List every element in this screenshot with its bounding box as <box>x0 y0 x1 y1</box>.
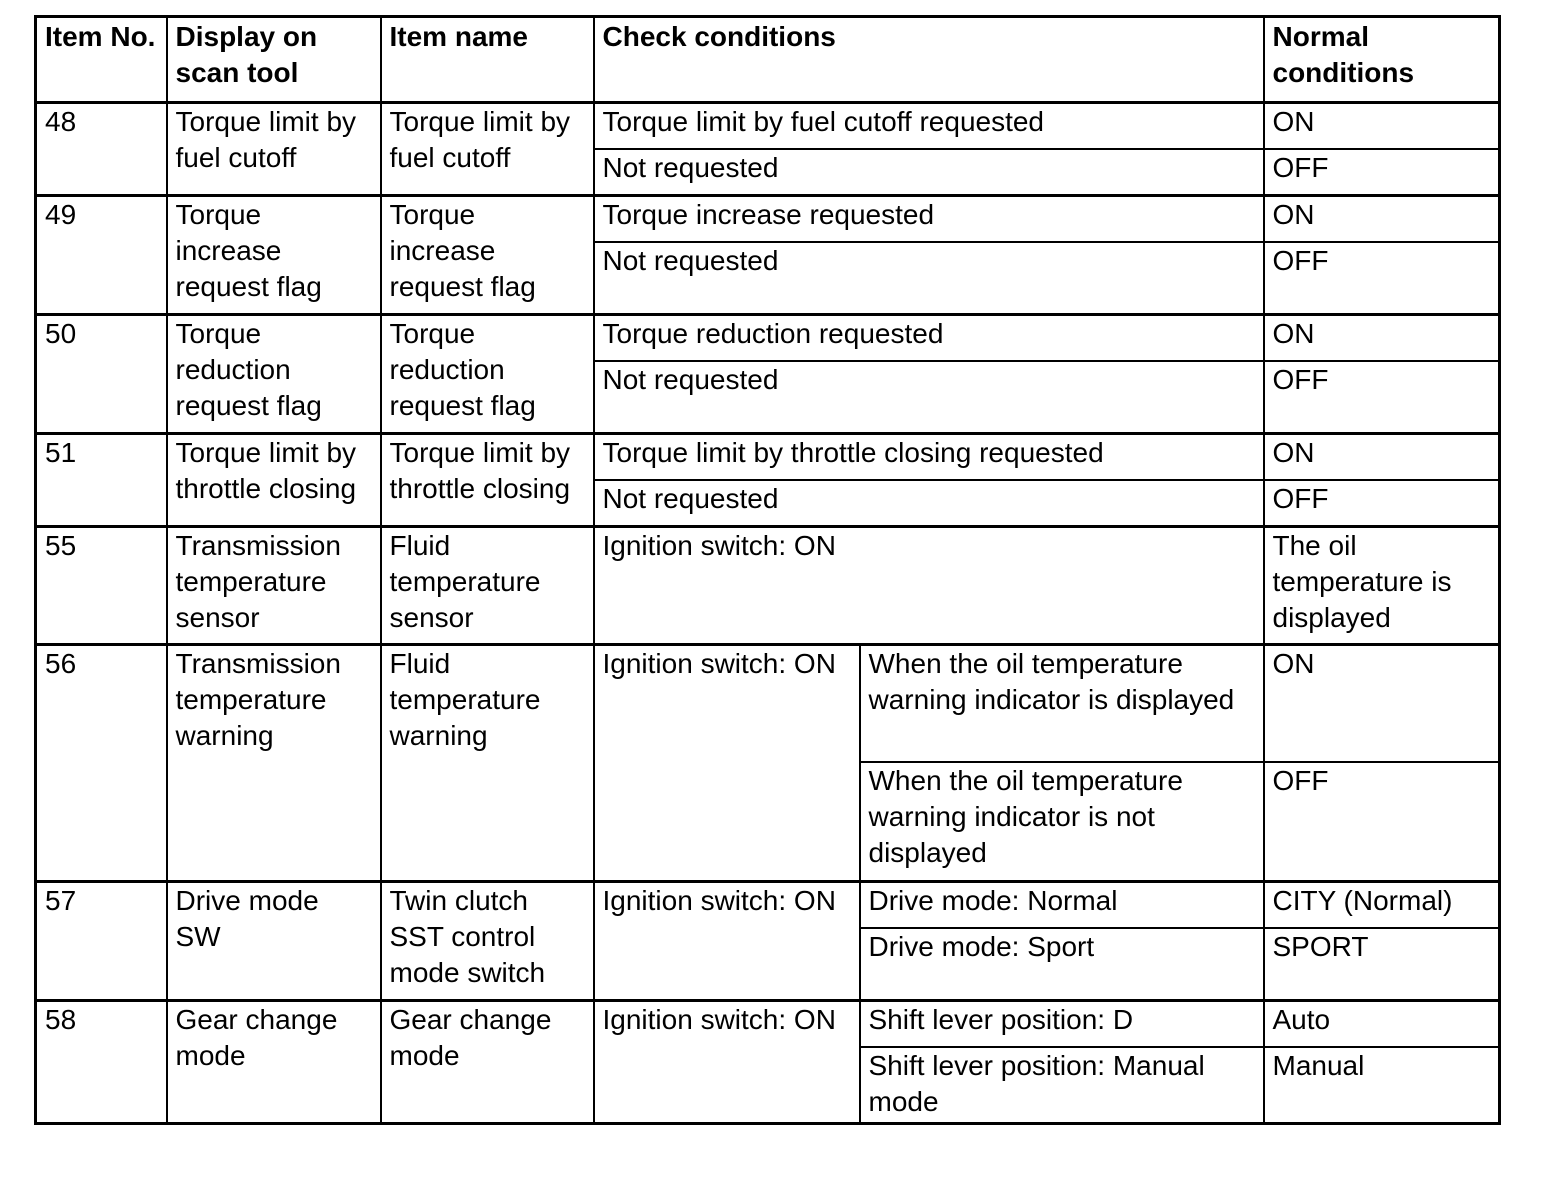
header-check-conditions: Check conditions <box>594 17 1264 103</box>
table-row <box>36 196 1500 243</box>
display-cell: Gear change mode <box>167 1001 381 1124</box>
check-condition-cell: Shift lever position: Manual mode <box>860 1047 1264 1124</box>
item-no-cell: 58 <box>36 1001 167 1124</box>
normal-condition-cell: OFF <box>1264 149 1500 196</box>
check-condition-cell: Ignition switch: ON <box>594 527 1264 645</box>
table-row <box>36 1001 1500 1048</box>
item-no-cell: 56 <box>36 645 167 882</box>
check-condition-cell: When the oil temperature warning indicator is not displayed <box>860 762 1264 882</box>
table-row <box>36 315 1500 362</box>
normal-condition-cell: OFF <box>1264 361 1500 434</box>
item-name-cell: Twin clutch SST control mode switch <box>381 882 594 1001</box>
table-row <box>36 645 1500 763</box>
ignition-condition-cell: Ignition switch: ON <box>594 1001 860 1124</box>
header-row <box>36 17 1500 103</box>
display-cell: Torque reduction request flag <box>167 315 381 434</box>
normal-condition-cell: OFF <box>1264 242 1500 315</box>
display-cell: Torque limit by throttle closing <box>167 434 381 527</box>
normal-condition-cell: Auto <box>1264 1001 1500 1048</box>
display-cell: Drive mode SW <box>167 882 381 1001</box>
check-condition-cell: Not requested <box>594 480 1264 527</box>
check-condition-cell: Torque increase requested <box>594 196 1264 243</box>
normal-condition-cell: SPORT <box>1264 928 1500 1001</box>
header-display-on-scan-tool: Display on scan tool <box>167 17 381 103</box>
ignition-condition-cell: Ignition switch: ON <box>594 645 860 882</box>
table-row <box>36 434 1500 481</box>
check-condition-cell: Not requested <box>594 149 1264 196</box>
display-cell: Transmission temperature warning <box>167 645 381 882</box>
diagnostic-data-table <box>34 15 1501 1125</box>
normal-condition-cell: The oil temperature is displayed <box>1264 527 1500 645</box>
item-name-cell: Torque reduction request flag <box>381 315 594 434</box>
header-normal-conditions: Normal conditions <box>1264 17 1500 103</box>
display-cell: Transmission temperature sensor <box>167 527 381 645</box>
item-no-cell: 48 <box>36 103 167 196</box>
normal-condition-cell: Manual <box>1264 1047 1500 1124</box>
check-condition-cell: Drive mode: Normal <box>860 882 1264 929</box>
item-name-cell: Gear change mode <box>381 1001 594 1124</box>
normal-condition-cell: ON <box>1264 315 1500 362</box>
display-cell: Torque limit by fuel cutoff <box>167 103 381 196</box>
item-name-cell: Torque increase request flag <box>381 196 594 315</box>
item-name-cell: Torque limit by throttle closing <box>381 434 594 527</box>
normal-condition-cell: ON <box>1264 103 1500 150</box>
header-item-no: Item No. <box>36 17 167 103</box>
item-no-cell: 51 <box>36 434 167 527</box>
item-name-cell: Torque limit by fuel cutoff <box>381 103 594 196</box>
normal-condition-cell: OFF <box>1264 762 1500 882</box>
normal-condition-cell: CITY (Normal) <box>1264 882 1500 929</box>
table-row <box>36 882 1500 929</box>
check-condition-cell: Torque limit by throttle closing requested <box>594 434 1264 481</box>
check-condition-cell: Shift lever position: D <box>860 1001 1264 1048</box>
check-condition-cell: Drive mode: Sport <box>860 928 1264 1001</box>
check-condition-cell: Torque limit by fuel cutoff requested <box>594 103 1264 150</box>
check-condition-cell: Not requested <box>594 361 1264 434</box>
check-condition-cell: Not requested <box>594 242 1264 315</box>
normal-condition-cell: OFF <box>1264 480 1500 527</box>
table-row <box>36 103 1500 150</box>
check-condition-cell: Torque reduction requested <box>594 315 1264 362</box>
item-name-cell: Fluid temperature sensor <box>381 527 594 645</box>
check-condition-cell: When the oil temperature warning indicator is displayed <box>860 645 1264 763</box>
item-no-cell: 55 <box>36 527 167 645</box>
normal-condition-cell: ON <box>1264 645 1500 763</box>
header-item-name: Item name <box>381 17 594 103</box>
item-no-cell: 50 <box>36 315 167 434</box>
ignition-condition-cell: Ignition switch: ON <box>594 882 860 1001</box>
display-cell: Torque increase request flag <box>167 196 381 315</box>
normal-condition-cell: ON <box>1264 196 1500 243</box>
item-name-cell: Fluid temperature warning <box>381 645 594 882</box>
table-row <box>36 527 1500 645</box>
normal-condition-cell: ON <box>1264 434 1500 481</box>
item-no-cell: 57 <box>36 882 167 1001</box>
item-no-cell: 49 <box>36 196 167 315</box>
